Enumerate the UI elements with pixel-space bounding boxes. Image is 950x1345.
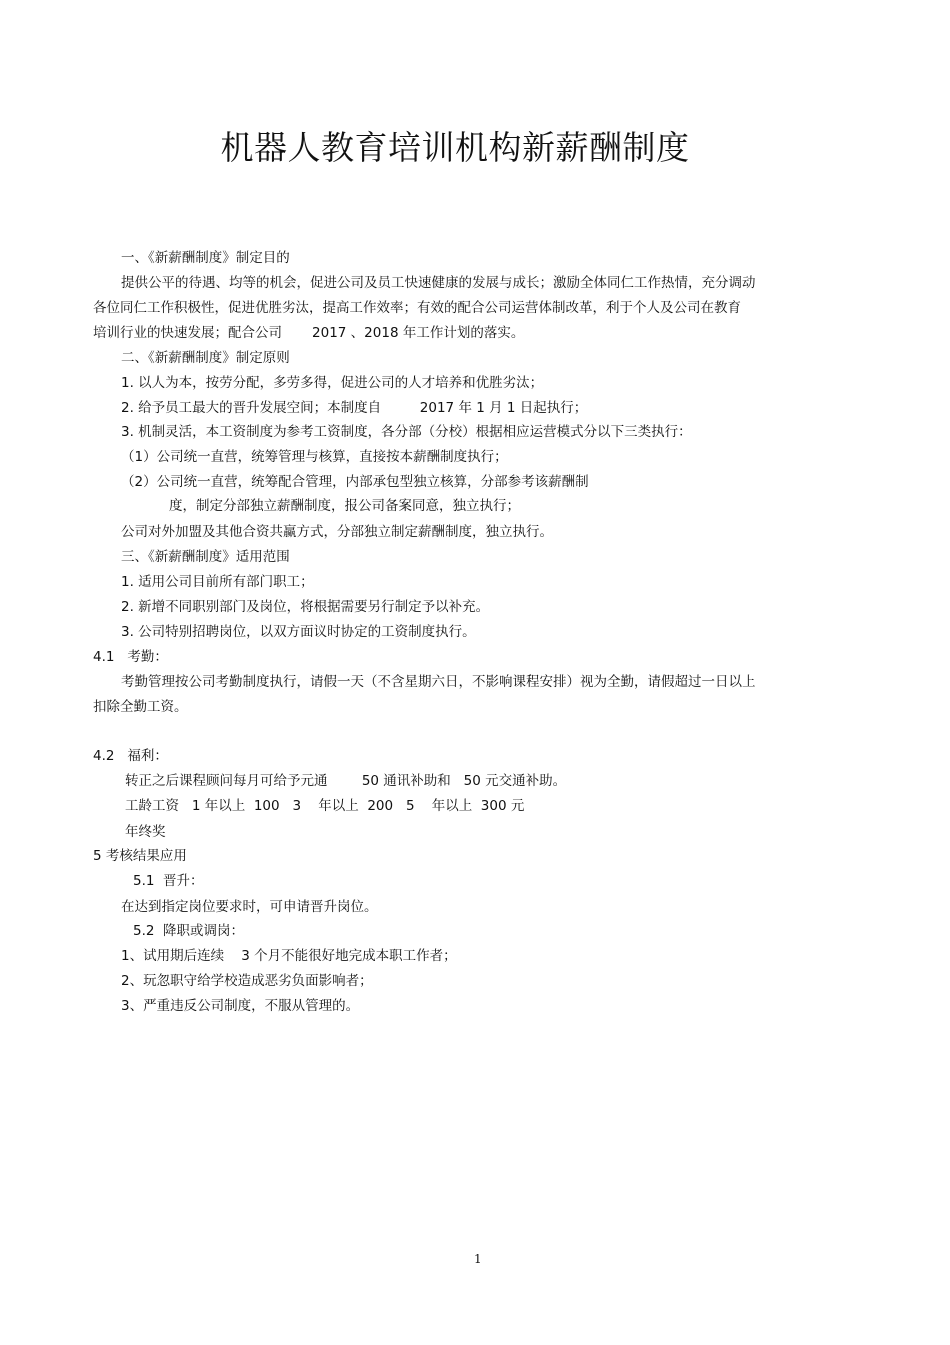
section-3-heading: 三、《新薪酬制度》适用范围 xyxy=(121,549,290,565)
list-item: 2、玩忽职守给学校造成恶劣负面影响者； xyxy=(121,973,373,989)
section-2-heading: 二、《新薪酬制度》制定原则 xyxy=(121,350,290,366)
list-item: （2）公司统一直营，统筹配合管理，内部承包型独立核算，分部参考该薪酬制 xyxy=(121,474,589,490)
paragraph-line: 考勤管理按公司考勤制度执行，请假一天（不含星期六日，不影响课程安排）视为全勤，请假超过一日以上 xyxy=(121,674,756,690)
paragraph-line: 提供公平的待遇、均等的机会，促进公司及员工快速健康的发展与成长；激励全体同仁工作热情，充分调动 xyxy=(121,275,756,291)
list-item: 2. 给予员工最大的晋升发展空间；本制度自 2017 年 1 月 1 日起执行； xyxy=(121,400,588,416)
list-item: 3. 机制灵活，本工资制度为参考工资制度，各分部（分校）根据相应运营模式分以下三类执行： xyxy=(121,424,692,440)
section-4-1-heading: 4.1 考勤： xyxy=(93,649,168,665)
paragraph-line: 年终奖 xyxy=(125,824,166,840)
paragraph-line: 扣除全勤工资。 xyxy=(93,699,188,715)
list-item: （1）公司统一直营，统筹管理与核算，直接按本薪酬制度执行； xyxy=(121,449,508,465)
paragraph-line: 各位同仁工作积极性，促进优胜劣汰，提高工作效率；有效的配合公司运营体制改革，利于个人及公司在教育 xyxy=(93,300,741,316)
paragraph-line: 在达到指定岗位要求时，可申请晋升岗位。 xyxy=(121,899,378,915)
list-item: 1、试用期后连续 3 个月不能很好地完成本职工作者； xyxy=(121,948,457,964)
paragraph-line: 转正之后课程顾问每月可给予元通 50 通讯补助和 50 元交通补助。 xyxy=(125,773,567,789)
list-item: 2. 新增不同职别部门及岗位，将根据需要另行制定予以补充。 xyxy=(121,599,490,615)
list-item-continuation: 度，制定分部独立薪酬制度，报公司备案同意，独立执行； xyxy=(169,498,520,514)
section-4-2-heading: 4.2 福利： xyxy=(93,748,168,764)
section-5-heading: 5 考核结果应用 xyxy=(93,848,187,864)
list-item: 3、严重违反公司制度，不服从管理的。 xyxy=(121,998,360,1014)
section-1-heading: 一、《新薪酬制度》制定目的 xyxy=(121,250,290,266)
subsection-heading: 5.1 晋升： xyxy=(133,873,204,889)
list-item: 3. 公司特别招聘岗位，以双方面议时协定的工资制度执行。 xyxy=(121,624,476,640)
page-number: 1 xyxy=(474,1252,482,1266)
list-item: 1. 适用公司目前所有部门职工； xyxy=(121,574,314,590)
paragraph-line: 公司对外加盟及其他合资共赢方式，分部独立制定薪酬制度，独立执行。 xyxy=(121,524,553,540)
document-title: 机器人教育培训机构新薪酬制度 xyxy=(220,128,690,167)
paragraph-line: 培训行业的快速发展；配合公司 2017 、2018 年工作计划的落实。 xyxy=(93,325,525,341)
list-item: 1. 以人为本，按劳分配，多劳多得，促进公司的人才培养和优胜劣汰； xyxy=(121,375,544,391)
subsection-heading: 5.2 降职或调岗： xyxy=(133,923,245,939)
paragraph-line: 工龄工资 1 年以上 100 3 年以上 200 5 年以上 300 元 xyxy=(125,798,525,814)
